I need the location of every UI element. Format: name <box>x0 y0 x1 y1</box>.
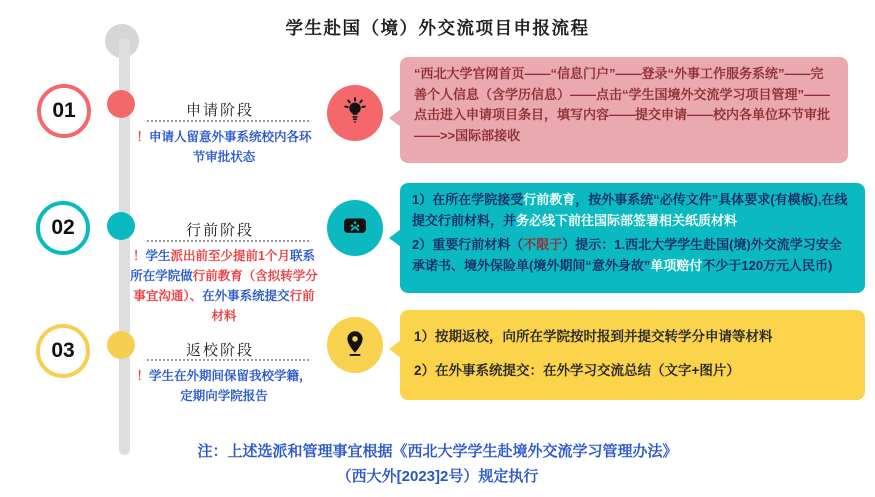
vr-goggles-icon <box>340 211 370 246</box>
stage-3-divider <box>147 359 309 361</box>
stage-2-label: 行前阶段 <box>185 222 254 239</box>
stage-3-number: 03 <box>51 339 75 362</box>
stage-2-number-badge <box>36 201 90 255</box>
stage-2-number: 02 <box>51 216 75 239</box>
stage-1-number-badge <box>37 84 91 138</box>
stage-2-bubble-tail <box>389 229 401 247</box>
timeline-dot-stage-1 <box>107 90 135 118</box>
stage-3-bubble-tail <box>389 340 401 358</box>
stage-2-bubble-item-1: 1）在所在学院接受行前教育，按外事系统“必传文件”具体要求(有模板),在线提交行前材料，并务必线下前往国际部签署相关纸质材料 <box>412 192 848 228</box>
footnote-line-1: 注：上述选派和管理事宜根据《西北大学学生赴境外交流学习管理办法》 <box>197 443 678 460</box>
stage-1-label: 申请阶段 <box>185 102 254 119</box>
timeline-dot-stage-3 <box>107 331 135 359</box>
stage-3-note: ！学生在外期间保留我校学籍，定期向学院报告 <box>136 369 312 403</box>
stage-1-icon-circle <box>327 85 383 141</box>
stage-2-icon-circle <box>327 200 383 256</box>
page-title: 学生赴国（境）外交流项目申报流程 <box>285 18 590 38</box>
stage-1-bubble-tail <box>389 109 401 127</box>
stage-1-note: ！申请人留意外事系统校内各环节审批状态 <box>136 130 312 164</box>
stage-3-label: 返校阶段 <box>185 342 254 359</box>
stage-3-bubble-item-2: 2）在外事系统提交：在外学习交流总结（文字+图片） <box>414 363 740 378</box>
stage-3-number-badge <box>36 324 90 378</box>
stage-2-bubble-item-2: 2）重要行前材料（不限于）提示：1.西北大学学生赴国(境)外交流学习安全承诺书、境外保险单(境外期间“意外身故”单项赔付不少于120万元人民币) <box>412 237 842 273</box>
stage-2-note: ！学生派出前至少提前1个月联系所在学院做行前教育（含拟转学分事宜沟通）、在外事系统提交行前材料 <box>130 249 318 323</box>
timeline-dot-stage-2 <box>107 212 135 240</box>
footnote <box>0 439 875 489</box>
stage-2-divider <box>147 240 309 242</box>
footnote-line-2: （西大外[2023]2号）规定执行 <box>336 468 539 485</box>
stage-3-icon-circle <box>327 317 383 373</box>
map-pin-icon <box>340 328 370 363</box>
lightbulb-icon <box>340 96 370 131</box>
stage-3-bubble <box>400 310 865 400</box>
stage-1-divider <box>147 120 309 122</box>
stage-3-bubble-item-1: 1）按期返校，向所在学院按时报到并提交转学分申请等材料 <box>414 329 773 344</box>
stage-2-bubble <box>400 183 865 293</box>
stage-1-bubble-text: “西北大学官网首页——“信息门户”——登录“外事工作服务系统”——完善个人信息（含学历信息）——点击“学生国境外交流学习项目管理”——点击进入申请项目条目，填写内容——提交申请——校内各单位环节审批——>>国际部接收 <box>414 66 831 143</box>
stage-1-number: 01 <box>52 99 76 122</box>
stage-1-bubble <box>400 57 848 163</box>
